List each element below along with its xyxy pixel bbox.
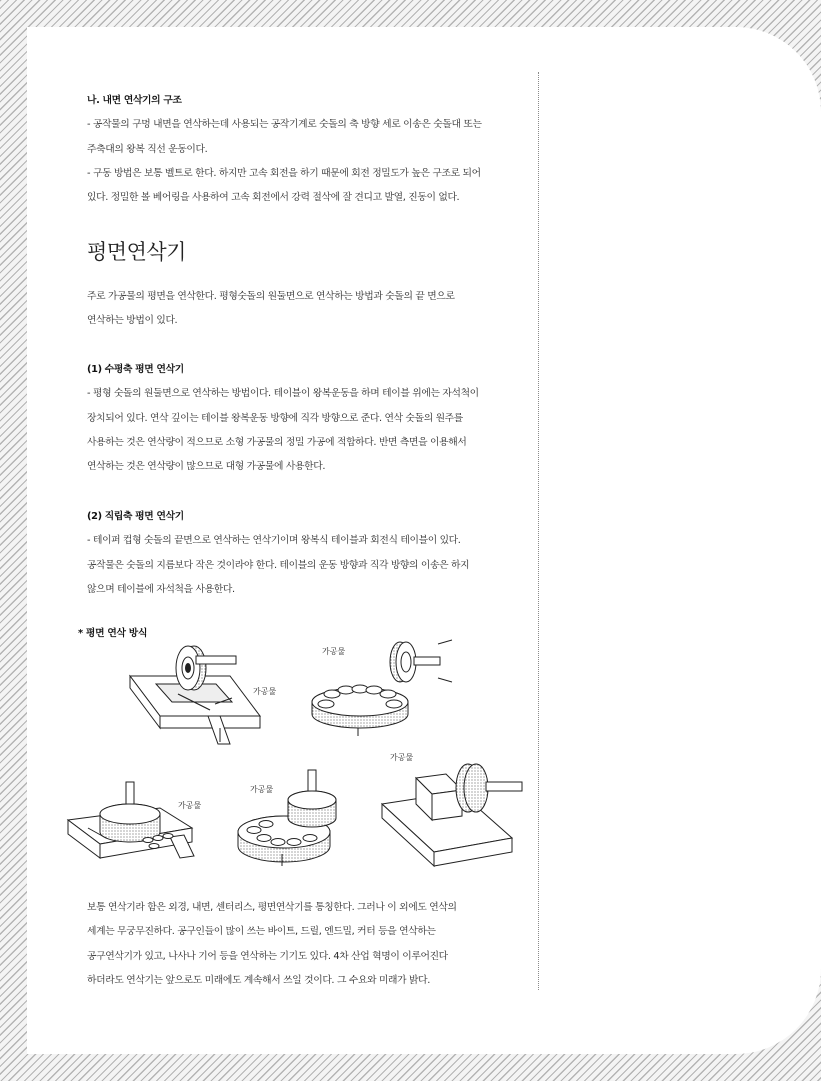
diagram-vertical-reciprocating	[68, 782, 194, 858]
section-internal-grinder	[87, 89, 527, 210]
body-line: 공구연삭기가 있고, 나사나 기어 등을 연삭하는 기기도 있다. 4차 산업 혁명이 이루어진다	[87, 950, 448, 962]
workpiece-label: 가공물	[250, 785, 274, 794]
body-line: - 평형 숫돌의 원둘면으로 연삭하는 방법이다. 테이블이 왕복운동을 하며 테이블 위에는 자석척이	[87, 388, 479, 400]
closing-paragraph	[87, 896, 527, 993]
body-line: 있다. 정밀한 볼 베어링을 사용하여 고속 회전에서 강력 절삭에 잘 견디고 발열, 진동이 없다.	[87, 192, 460, 204]
body-line: 장치되어 있다. 연삭 깊이는 테이블 왕복운동 방향에 직각 방향으로 준다. 연삭 숫돌의 원주를	[87, 412, 463, 424]
body-line: - 테이퍼 컵형 숫돌의 끝면으로 연삭하는 연삭기이며 왕복식 테이블과 회전식 테이블이 있다.	[87, 535, 461, 547]
body-line: 세계는 무궁무진하다. 공구인들이 많이 쓰는 바이트, 드릴, 엔드밀, 커터 등을 연삭하는	[87, 926, 436, 938]
workpiece-label: 가공물	[253, 687, 277, 696]
grinding-methods-figure	[60, 632, 530, 882]
diagram-horizontal-reciprocating	[130, 646, 260, 744]
body-line: 않으며 테이블에 자석척을 사용한다.	[87, 583, 235, 595]
intro-paragraph	[87, 285, 527, 334]
section-heading: (2) 직립축 평면 연삭기	[87, 511, 184, 522]
workpiece-label: 가공물	[390, 753, 414, 762]
section-horizontal-grinder	[87, 358, 527, 479]
page-title: 평면연삭기	[87, 240, 186, 264]
body-line: 주축대의 왕복 직선 운동이다.	[87, 143, 208, 155]
section-heading: (1) 수평축 평면 연삭기	[87, 364, 184, 375]
body-line: 공작물은 숫돌의 지름보다 작은 것이라야 한다. 테이블의 운동 방향과 직각 방향의 이송은 하지	[87, 559, 470, 571]
body-line: - 공작물의 구멍 내면을 연삭하는데 사용되는 공작기계로 숫돌의 축 방향 세로 이송은 숫돌대 또는	[87, 119, 482, 131]
column-divider	[538, 72, 539, 990]
body-line: 보통 연삭기라 함은 외경, 내면, 센터리스, 평면연삭기를 통칭한다. 그러나 이 외에도 연삭의	[87, 902, 457, 913]
workpiece-label: 가공물	[322, 647, 346, 656]
body-line: 주로 가공물의 평면을 연삭한다. 평형숫돌의 원둘면으로 연삭하는 방법과 숫돌의 끝 면으로	[87, 291, 455, 302]
section-heading: 나. 내면 연삭기의 구조	[87, 95, 182, 106]
workpiece-label: 가공물	[178, 801, 202, 810]
body-line: 연삭하는 방법이 있다.	[87, 315, 178, 327]
body-line: 사용하는 것은 연삭량이 적으므로 소형 가공물의 정밀 가공에 적합하다. 반면 측면을 이용해서	[87, 436, 467, 448]
figure-caption: * 평면 연삭 방식	[78, 628, 148, 639]
body-line: 연삭하는 것은 연삭량이 많으므로 대형 가공물에 사용한다.	[87, 461, 326, 473]
diagram-side-face	[382, 764, 522, 866]
body-line: - 구동 방법은 보통 벨트로 한다. 하지만 고속 회전을 하기 때문에 회전 정밀도가 높은 구조로 되어	[87, 167, 481, 179]
body-line: 하더라도 연삭기는 앞으로도 미래에도 계속해서 쓰일 것이다. 그 수요와 미래가 밝다.	[87, 974, 431, 986]
section-vertical-grinder	[87, 505, 527, 602]
